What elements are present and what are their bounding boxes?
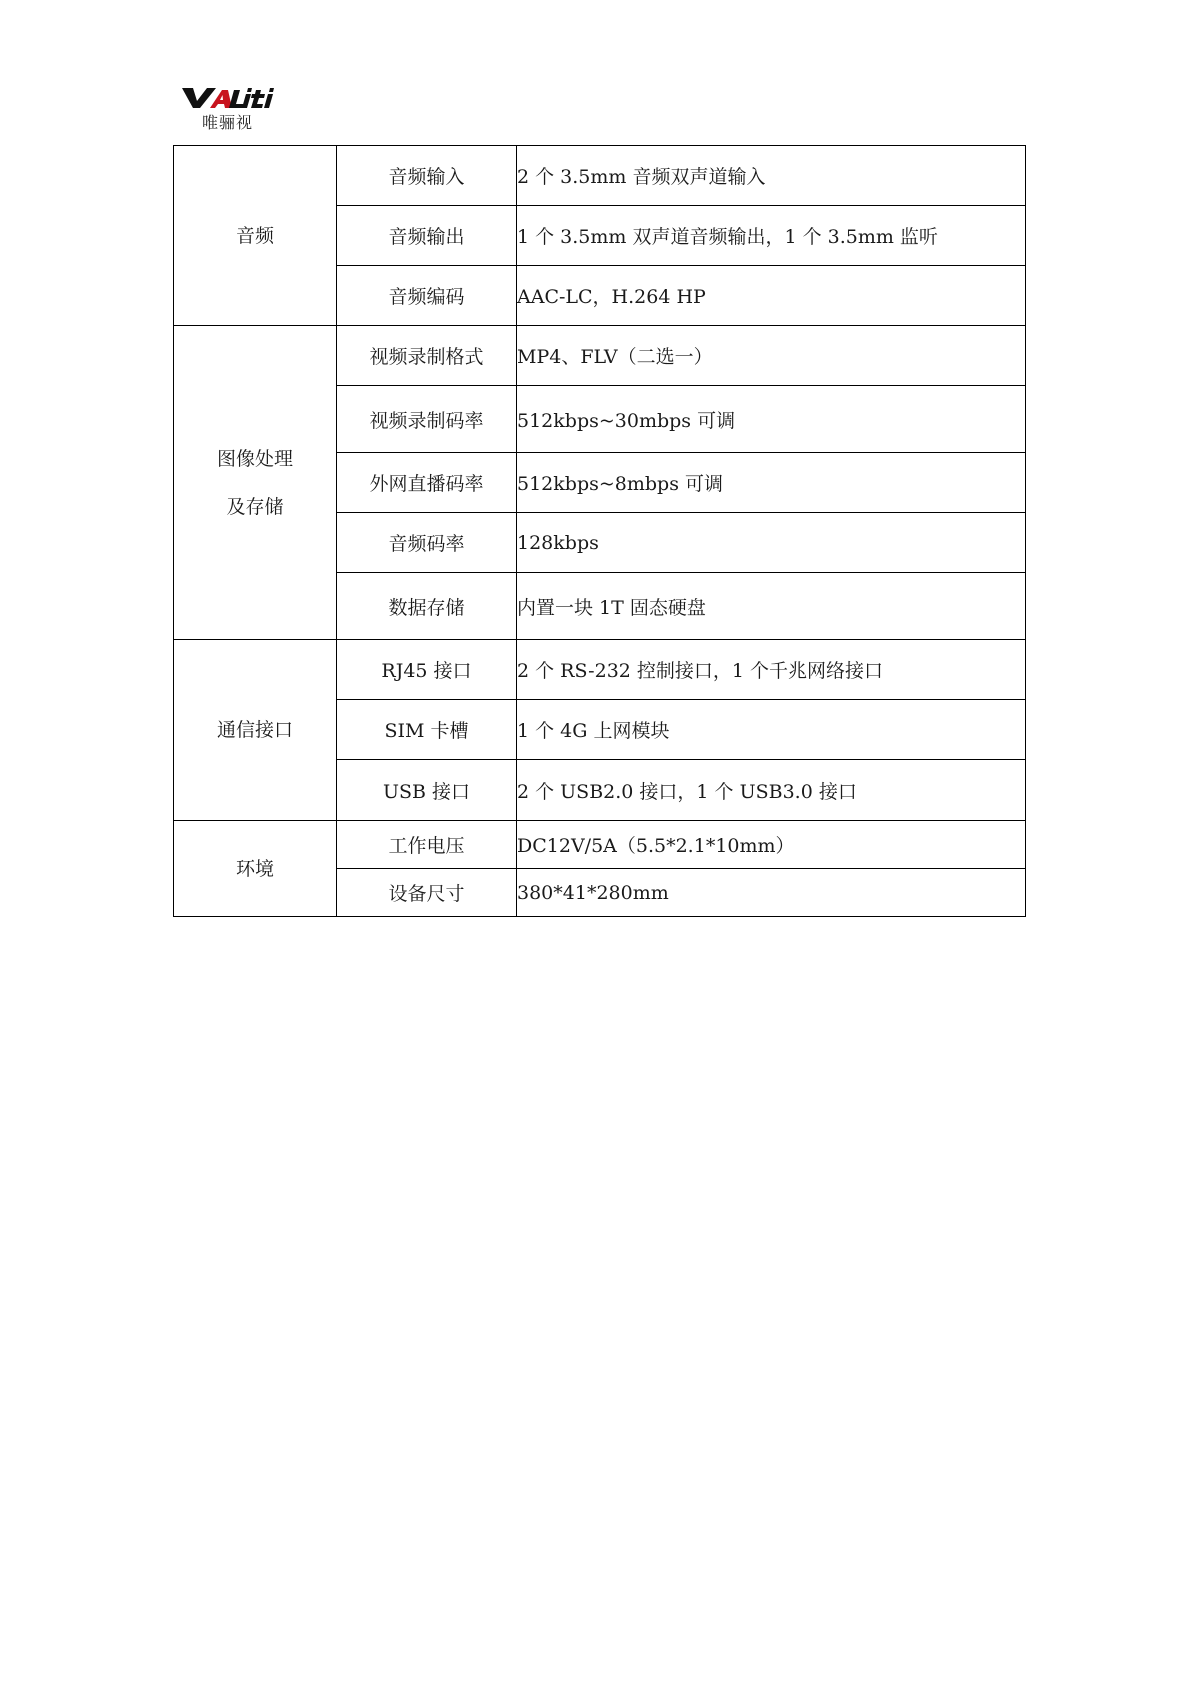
spec-item-name: USB 接口 bbox=[337, 760, 517, 821]
table-row bbox=[174, 821, 1026, 869]
spec-item-value: AAC-LC，H.264 HP bbox=[517, 266, 1026, 326]
spec-item-value: MP4、FLV（二选一） bbox=[517, 326, 1026, 386]
spec-item-name: 视频录制码率 bbox=[337, 386, 517, 453]
spec-item-name: 音频码率 bbox=[337, 513, 517, 573]
category-label: 环境 bbox=[235, 857, 274, 880]
category-label: 通信接口 bbox=[216, 719, 293, 741]
category-label: 图像处理 bbox=[216, 447, 293, 470]
spec-table-body bbox=[174, 146, 1026, 917]
spec-item-value: 2 个 RS-232 控制接口，1 个千兆网络接口 bbox=[517, 640, 1026, 700]
spec-item-value: 380*41*280mm bbox=[517, 869, 1026, 917]
spec-item-value: 1 个 4G 上网模块 bbox=[517, 700, 1026, 760]
spec-item-name: 视频录制格式 bbox=[337, 326, 517, 386]
spec-item-value: 内置一块 1T 固态硬盘 bbox=[517, 573, 1026, 640]
spec-item-value: DC12V/5A（5.5*2.1*10mm） bbox=[517, 821, 1026, 869]
spec-item-name: 工作电压 bbox=[337, 821, 517, 869]
spec-item-name: 音频编码 bbox=[337, 266, 517, 326]
spec-item-name: 音频输入 bbox=[337, 146, 517, 206]
category-label: 音频 bbox=[235, 224, 274, 247]
category-label: 及存储 bbox=[226, 495, 284, 518]
spec-item-name: 数据存储 bbox=[337, 573, 517, 640]
table-row bbox=[174, 640, 1026, 700]
category-cell bbox=[174, 640, 337, 821]
spec-item-name: 音频输出 bbox=[337, 206, 517, 266]
spec-table bbox=[173, 145, 1026, 917]
logo-chinese-name: 唯骊视 bbox=[202, 113, 254, 132]
table-row bbox=[174, 146, 1026, 206]
spec-item-name: SIM 卡槽 bbox=[337, 700, 517, 760]
spec-item-name: RJ45 接口 bbox=[337, 640, 517, 700]
spec-item-name: 外网直播码率 bbox=[337, 453, 517, 513]
spec-item-value: 512kbps~30mbps 可调 bbox=[517, 386, 1026, 453]
spec-item-value: 2 个 USB2.0 接口，1 个 USB3.0 接口 bbox=[517, 760, 1026, 821]
spec-item-value: 128kbps bbox=[517, 513, 1026, 573]
category-cell bbox=[174, 326, 337, 640]
valiti-logo-mark-icon bbox=[180, 84, 280, 110]
category-cell bbox=[174, 821, 337, 917]
company-logo bbox=[180, 84, 290, 130]
spec-item-name: 设备尺寸 bbox=[337, 869, 517, 917]
spec-item-value: 1 个 3.5mm 双声道音频输出，1 个 3.5mm 监听 bbox=[517, 206, 1026, 266]
table-row bbox=[174, 326, 1026, 386]
spec-item-value: 512kbps~8mbps 可调 bbox=[517, 453, 1026, 513]
category-cell bbox=[174, 146, 337, 326]
spec-item-value: 2 个 3.5mm 音频双声道输入 bbox=[517, 146, 1026, 206]
